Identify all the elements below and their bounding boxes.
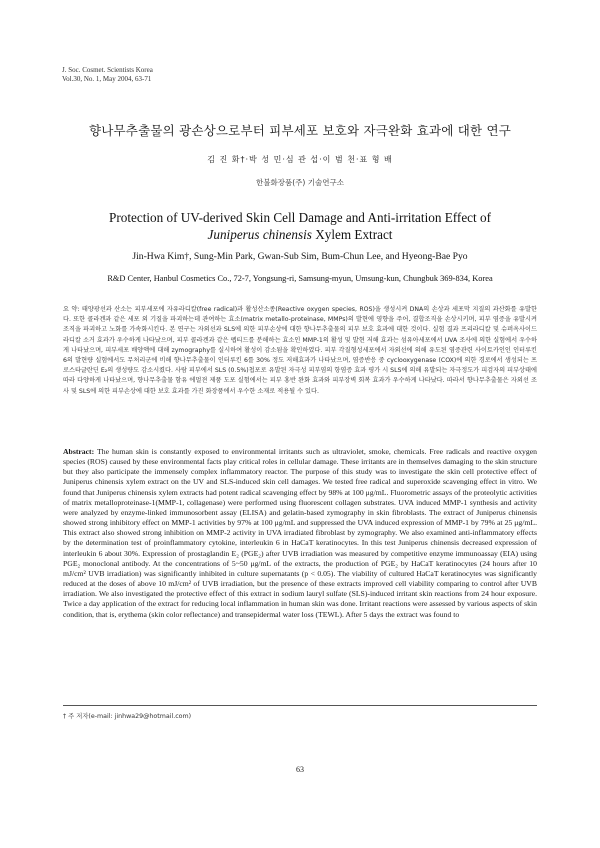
- korean-title: 향나무추출물의 광손상으로부터 피부세포 보호와 자극완화 효과에 대한 연구: [88, 123, 511, 138]
- journal-volume: Vol.30, No. 1, May 2004, 63-71: [62, 75, 152, 83]
- english-title-line1: Protection of UV-derived Skin Cell Damage and Anti-irritation Effect of: [109, 210, 491, 225]
- korean-affiliation: 한불화장품(주) 기술연구소: [256, 178, 344, 187]
- english-title-line2-rest: Xylem Extract: [311, 227, 393, 242]
- english-authors: Jin-Hwa Kim†, Sung-Min Park, Gwan-Sub Sim, Bum-Chun Lee, and Hyeong-Bae Pyo: [132, 251, 468, 262]
- english-abstract-label: Abstract:: [63, 447, 95, 456]
- korean-abstract: [63, 305, 537, 397]
- journal-header: [62, 66, 153, 84]
- korean-abstract-label: 요 약:: [63, 306, 80, 313]
- english-abstract: [63, 447, 537, 620]
- footnote-divider: [63, 705, 537, 706]
- species-name: Juniperus chinensis: [207, 227, 312, 242]
- corresponding-author-footnote: † 주 저자(e-mail: jinhwa29@hotmail.com): [63, 713, 192, 720]
- journal-name: J. Soc. Cosmet. Scientists Korea: [62, 66, 153, 74]
- english-title-line2: [0, 226, 600, 243]
- page-number: 63: [296, 765, 304, 774]
- korean-abstract-text: 태양광선과 산소는 피부세포에 자유라디칼(free radical)과 활성산소종(Reactive oxygen species, ROS)을 생성시켜 DNA의 손상과 세포막 지질의 과산화를 유발한다. 또한 콜라겐과 같은 세포 외 기질을 파괴하는데 관여하는 효소(matrix metallo-proteinase, MMPs)의 발현에 영향을 주어, 결합조직을 손상시키며, 피부 염증을 유발시켜 조직을 파괴하고 노화를 가속화시킨다. 본 연구는 자외선과 SLS에 의한 피부손상에 대한 향나무추출물의 피부 보호 효과에 대한 것이다. 실험 결과 프리라디칼 및 슈퍼옥사이드 라디칼 소거 효과가 우수하게 나타났으며, 피부 콜라겐과 같은 펩티드를 분해하는 효소인 MMP-1의 활성 및 발현 저해 효과는 섬유아세포에서 UVA 조사에 의한 실험에서 우수하게 나타났으며, 피부세포 배양액에 대해 zymography를 실시하여 활성이 감소됨을 확인하였다. 피부 각질형성세포에서 자외선에 의해 유도된 염증관련 사이토카인인 인터루킨 6의 발현량 실험에서도 무처리군에 비해 향나무추출물이 인터루킨 6를 30% 정도 저해효과가 나타났으며, 염증반응 중 cyclooxygenase (COX)에 의한 경로에서 생성되는 프로스타글란딘 E₂의 생성량도 감소시켰다. 사람 피부에서 SLS (0.5%)첩포로 유발된 자극성 피부염의 항염증 효과 평가 시 SLS에 의해 유발되는 자극정도가 피검자의 피부상태에 따라 다양하게 나타났으며, 향나무추출물 함유 에멀젼 제품 도포 실험에서는 피부 홍반 완화 효과와 피부장벽 회복 효과가 우수하게 나타났다. 따라서 향나무추출물은 자외선 조사 및 SLS에 의한 피부손상에 대한 보호 효과를 가진 화장품에서 우수한 소재로 적용될 수 있다.: [63, 306, 537, 395]
- korean-authors: 김 진 화†·박 성 민·심 관 섭·이 범 천·표 형 배: [207, 155, 393, 164]
- english-abstract-text: The human skin is constantly exposed to environmental irritants such as ultraviolet, smoke, chemicals. Free radicals and reactive oxygen species (ROS) caused by these environmental facts play critical roles in cellular damage. These irritants are in themselves damaging to the skin structure but they also participate the immensely complex inflammatory reactor. The purpose of this study was to investigate the skin cell protective effect of Juniperus chinensis xylem extract on the UV and SLS-induced skin cell damages. We tested free radical and superoxide scavenging effect in vitro. We found that Juniperus chinensis xylem extracts had potent radical scavenging effect by 98% at 100 μg/mL. Fluorometric assays of the proteolytic activities of matrix metalloproteinase-1(MMP-1, collagenase) were performed using fluorescent collagen substrates. UVA induced MMP-1 synthesis and activity were analyzed by enzyme-linked immunosorbent assay (ELISA) and gelatin-based zymography in skin fibroblasts. The extract of Juniperus chinensis showed strong inhibitory effect on MMP-1 activities by 97% at 100 μg/mL and suppressed the UVA induced expression of MMP-1 by 79% at 25 μg/mL. This extract also showed strong inhibition on MMP-2 activity in UVA irradiated fibroblast by zymography. We also examined anti-inflammatory effects by the determination test of proinflammatory cytokine, interleukin 6 in HaCaT keratinocytes. In this test Juniperus chinensis decreased expression of interleukin 6 about 30%. Expression of prostaglandin E₂ (PGE₂) after UVB irradiation was measured by competitive enzyme immunoassay (EIA) using PGE₂ monoclonal antibody. At the concentrations of 5~50 μg/mL of the extracts, the production of PGE₂ by HaCaT keratinocytes (24 hours after 10 mJ/cm² UVB irradiation) was significantly inhibited in culture supernatants (p < 0.05). The viability of cultured HaCaT keratinocytes was significantly reduced at the doses of above 10 mJ/cm² of UVB irradiation, but the presence of these extracts improved cell viability comparing to control after UVB irradiation. We also investigated the protective effect of this extract in sodium lauryl sulfate (SLS)-induced irritant skin reactions from 24 hour exposure. Twice a day application of the extract for reducing local inflammation in human skin was done. Irritant reactions were assessed by various aspects of skin condition, that is, erythema (skin color reflectance) and transepidermal water loss (TEWL). After 5 days the extract was found to: [63, 447, 537, 619]
- english-affiliation: R&D Center, Hanbul Cosmetics Co., 72-7, Yongsung-ri, Samsung-myun, Umsung-kun, Chungbuk 369-834, Korea: [107, 274, 493, 283]
- english-title: [0, 209, 600, 243]
